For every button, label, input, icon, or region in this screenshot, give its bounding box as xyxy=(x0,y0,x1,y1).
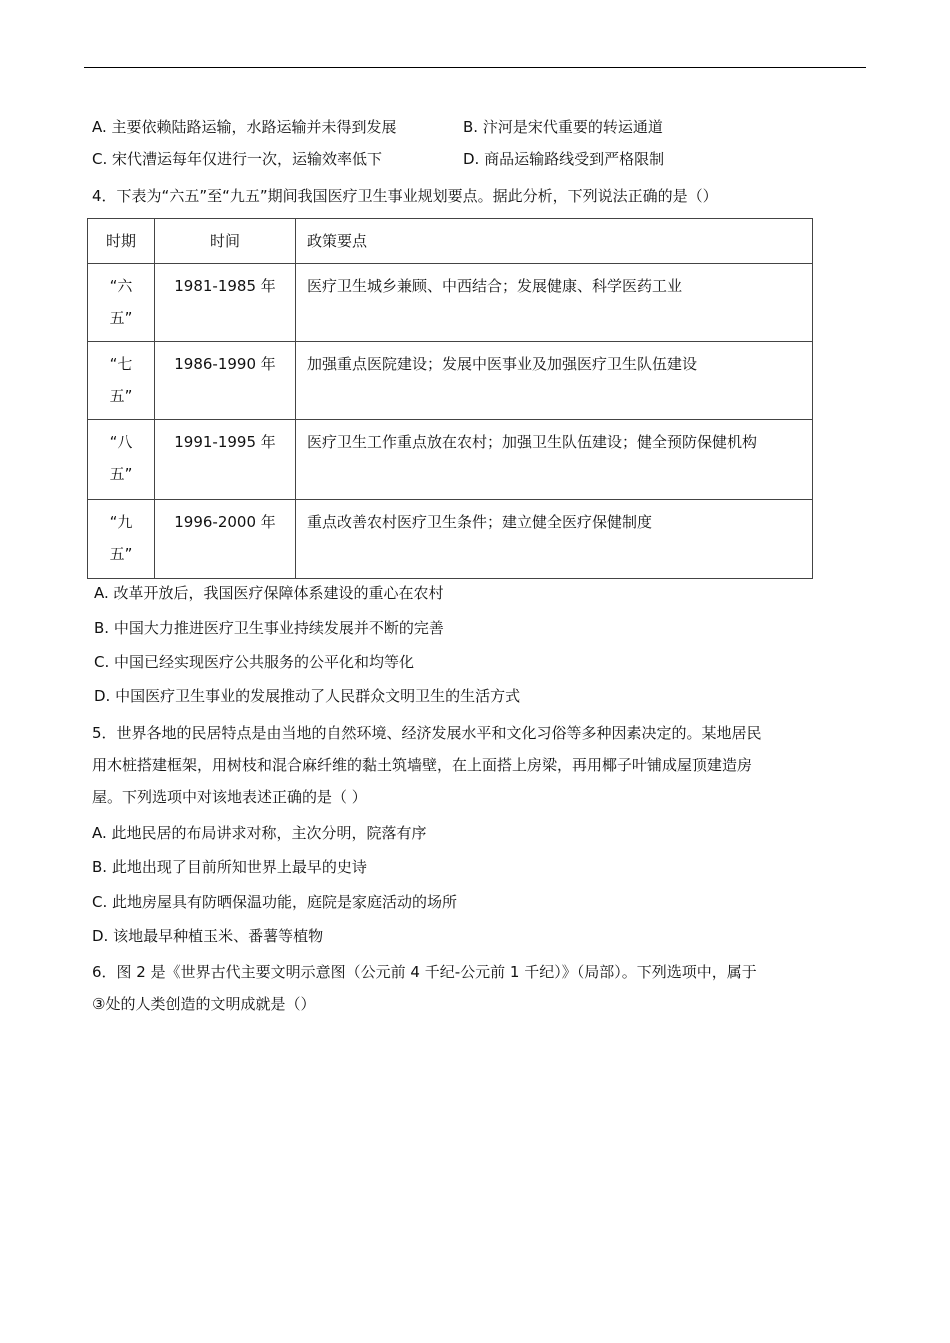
q3-option-c: C. 宋代漕运每年仅进行一次，运输效率低下 xyxy=(92,150,383,168)
period-line: 五” xyxy=(109,309,133,327)
header-years: 时间 xyxy=(155,219,296,264)
table-header-row xyxy=(88,219,813,264)
q5-option-d: D. 该地最早种植玉米、番薯等植物 xyxy=(92,927,324,945)
q5-option-c: C. 此地房屋具有防晒保温功能，庭院是家庭活动的场所 xyxy=(92,893,458,911)
header-policy: 政策要点 xyxy=(296,219,813,264)
policy-cell: 医疗卫生工作重点放在农村；加强卫生队伍建设；健全预防保健机构 xyxy=(296,420,813,500)
q5-stem-line: 屋。下列选项中对该地表述正确的是（ ） xyxy=(92,788,367,806)
q4-option-a: A. 改革开放后，我国医疗保障体系建设的重心在农村 xyxy=(94,584,444,602)
q4-option-d: D. 中国医疗卫生事业的发展推动了人民群众文明卫生的生活方式 xyxy=(94,687,521,705)
q3-option-d: D. 商品运输路线受到严格限制 xyxy=(463,150,665,168)
period-line: “九 xyxy=(109,513,133,531)
period-cell xyxy=(88,420,155,500)
q3-option-b: B. 汴河是宋代重要的转运通道 xyxy=(463,118,663,136)
period-cell xyxy=(88,264,155,342)
q4-stem: 4．下表为“六五”至“九五”期间我国医疗卫生事业规划要点。据此分析，下列说法正确的是（） xyxy=(92,187,718,205)
policy-cell: 加强重点医院建设；发展中医事业及加强医疗卫生队伍建设 xyxy=(296,342,813,420)
q6-stem-line: ③处的人类创造的文明成就是（） xyxy=(92,995,316,1013)
policy-cell: 重点改善农村医疗卫生条件；建立健全医疗保健制度 xyxy=(296,500,813,579)
period-line: “六 xyxy=(109,277,133,295)
policy-cell: 医疗卫生城乡兼顾、中西结合；发展健康、科学医药工业 xyxy=(296,264,813,342)
q3-option-a: A. 主要依赖陆路运输，水路运输并未得到发展 xyxy=(92,118,397,136)
q6-stem-line: 6．图 2 是《世界古代主要文明示意图（公元前 4 千纪-公元前 1 千纪）》（局部）。下列选项中，属于 xyxy=(92,963,757,981)
table-row xyxy=(88,342,813,420)
q5-stem-line: 用木桩搭建框架，用树枝和混合麻纤维的黏土筑墙壁，在上面搭上房梁，再用椰子叶铺成屋顶建造房 xyxy=(92,756,753,774)
header-rule xyxy=(84,67,866,68)
years-cell: 1991-1995 年 xyxy=(155,420,296,500)
period-line: 五” xyxy=(109,387,133,405)
health-plan-table xyxy=(87,218,813,579)
period-cell xyxy=(88,500,155,579)
table-row xyxy=(88,420,813,500)
q5-option-b: B. 此地出现了目前所知世界上最早的史诗 xyxy=(92,858,367,876)
period-line: 五” xyxy=(109,545,133,563)
q4-option-c: C. 中国已经实现医疗公共服务的公平化和均等化 xyxy=(94,653,415,671)
period-line: “七 xyxy=(109,355,133,373)
years-cell: 1981-1985 年 xyxy=(155,264,296,342)
table-row xyxy=(88,500,813,579)
q4-option-b: B. 中国大力推进医疗卫生事业持续发展并不断的完善 xyxy=(94,619,444,637)
period-cell xyxy=(88,342,155,420)
period-line: 五” xyxy=(109,465,133,483)
period-line: “八 xyxy=(109,433,133,451)
years-cell: 1996-2000 年 xyxy=(155,500,296,579)
years-cell: 1986-1990 年 xyxy=(155,342,296,420)
header-period: 时期 xyxy=(88,219,155,264)
q5-option-a: A. 此地民居的布局讲求对称，主次分明，院落有序 xyxy=(92,824,427,842)
q5-stem-line: 5．世界各地的民居特点是由当地的自然环境、经济发展水平和文化习俗等多种因素决定的。某地居民 xyxy=(92,724,762,742)
table-row xyxy=(88,264,813,342)
